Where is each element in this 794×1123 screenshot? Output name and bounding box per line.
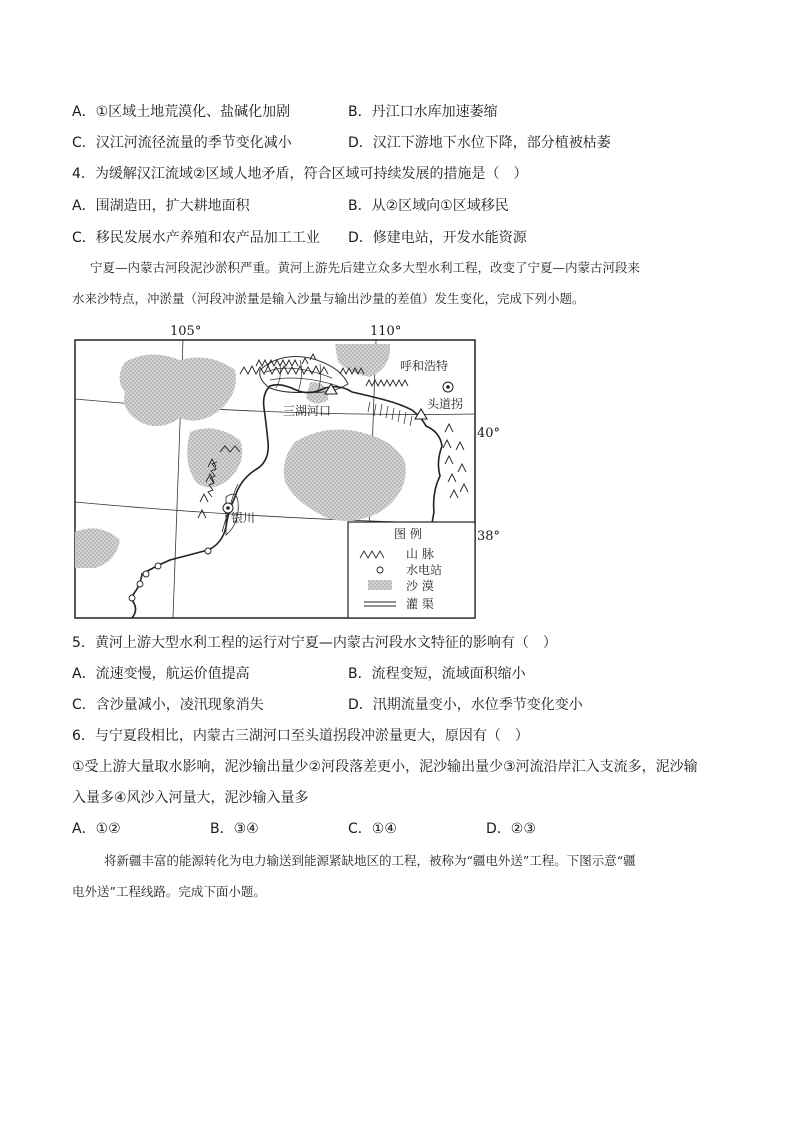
label-yinchuan: 银川: [231, 511, 256, 525]
q5-option-d: D．汛期流量变小，水位季节变化变小: [348, 697, 583, 713]
q6-option-a: A．①②: [72, 821, 121, 837]
q6-option-b: B．③④: [210, 821, 259, 837]
q4-option-a: A．围湖造田，扩大耕地面积: [72, 198, 250, 214]
q5-option-b: B．流程变短，流域面积缩小: [348, 666, 526, 682]
q6-reasons-line2: 入量多④风沙入河量大，泥沙输入量多: [72, 790, 309, 806]
hydro-station-icon: [377, 567, 383, 573]
label-lat-38: 38°: [477, 529, 501, 544]
q5-option-c: C．含沙量减小，凌汛现象消失: [72, 697, 264, 713]
label-lon-105: 105°: [170, 324, 202, 339]
q3-option-c: C．汉江河流径流量的季节变化减小: [72, 135, 292, 151]
q4-stem: 4．为缓解汉江流域②区域人地矛盾，符合区域可持续发展的措施是（ ）: [72, 166, 528, 182]
q6-stem: 6．与宁夏段相比，内蒙古三湖河口至头道拐段冲淤量更大，原因有（ ）: [72, 728, 529, 744]
legend-desert: 沙 漠: [406, 579, 434, 593]
q6-option-c: C．①④: [348, 821, 397, 837]
q3-option-d: D．汉江下游地下水位下降，部分植被枯萎: [348, 135, 611, 151]
q6-reasons-line1: ①受上游大量取水影响，泥沙输出量少②河段落差更小，泥沙输出量少③河流沿岸汇入支流多，泥沙输: [72, 759, 698, 775]
q3-option-b: B．丹江口水库加速萎缩: [348, 104, 498, 120]
label-hohhot: 呼和浩特: [400, 359, 449, 373]
legend-title: 图 例: [394, 527, 422, 541]
passage2-line2: 水来沙特点，冲淤量（河段冲淤量是输入沙量与输出沙量的差值）发生变化，完成下列小题。: [72, 291, 585, 306]
yellow-river-map: [70, 322, 480, 622]
label-sanhuhekou: 三湖河口: [283, 404, 332, 418]
label-toudaoguai: 头道拐: [427, 397, 464, 411]
legend-mountain: 山 脉: [406, 547, 434, 561]
legend-canal: 灌 渠: [406, 597, 434, 611]
map-legend: [348, 522, 475, 618]
desert-icon: [368, 580, 392, 590]
q5-stem: 5．黄河上游大型水利工程的运行对宁夏—内蒙古河段水文特征的影响有（ ）: [72, 635, 557, 651]
q5-option-a: A．流速变慢，航运价值提高: [72, 666, 250, 682]
passage3-line2: 电外送”工程线路。完成下面小题。: [72, 884, 266, 899]
q4-option-b: B．从②区域向①区域移民: [348, 198, 509, 214]
passage3-line1: 将新疆丰富的能源转化为电力输送到能源紧缺地区的工程，被称为“疆电外送”工程。下图示意“疆: [104, 853, 636, 868]
passage2-line1: 宁夏—内蒙古河段泥沙淤积严重。黄河上游先后建立众多大型水利工程，改变了宁夏—内蒙古河段来: [90, 260, 641, 275]
q4-option-d: D．修建电站，开发水能资源: [348, 230, 527, 246]
label-lat-40: 40°: [477, 426, 501, 441]
label-lon-110: 110°: [370, 324, 402, 339]
hohhot-city-icon: [443, 382, 453, 392]
legend-hydro: 水电站: [406, 563, 443, 577]
q3-option-a: A．①区域土地荒漠化、盐碱化加剧: [72, 104, 291, 120]
q4-option-c: C．移民发展水产养殖和农产品加工工业: [72, 230, 320, 246]
q6-option-d: D．②③: [486, 821, 536, 837]
